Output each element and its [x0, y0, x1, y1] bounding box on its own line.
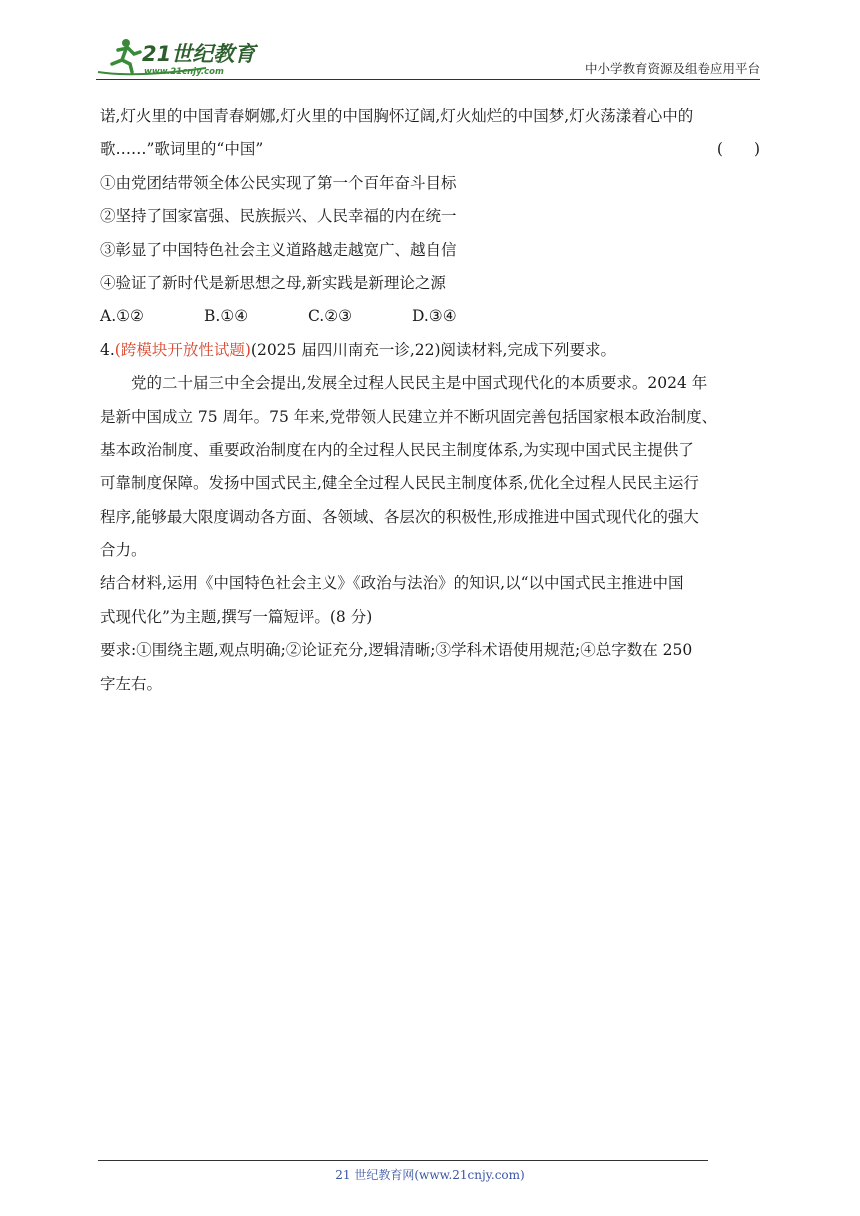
material-line: 可靠制度保障。发扬中国式民主,健全全过程人民民主制度体系,优化全过程人民民主运行 — [100, 474, 699, 493]
option-b: B.①④ — [204, 307, 249, 326]
task-line: 结合材料,运用《中国特色社会主义》《政治与法治》的知识,以“以中国式民主推进中国 — [100, 574, 684, 593]
q3-stem-line: 诺,灯火里的中国青春婀娜,灯火里的中国胸怀辽阔,灯火灿烂的中国梦,灯火荡漾着心中的 — [100, 107, 694, 125]
q3-stem-text: 歌……”歌词里的“中国” — [100, 140, 264, 159]
material-line: 程序,能够最大限度调动各方面、各领域、各层次的积极性,形成推进中国式现代化的强大 — [100, 507, 699, 526]
requirement-line: 要求:①围绕主题,观点明确;②论证充分,逻辑清晰;③学科术语使用规范;④总字数在 250 — [100, 641, 693, 660]
q4-prompt: (2025 届四川南充一诊,22)阅读材料,完成下列要求。 — [250, 340, 616, 359]
material-line: 基本政治制度、重要政治制度在内的全过程人民民主制度体系,为实现中国式民主提供了 — [100, 440, 694, 459]
q3-options — [100, 300, 762, 333]
q3-statement: ③彰显了中国特色社会主义道路越走越宽广、越自信 — [100, 240, 457, 259]
q3-stem-line — [100, 133, 762, 166]
answer-paren: ( ) — [716, 140, 760, 159]
logo-title: 21世纪教育 — [142, 42, 256, 66]
q3-statement: ②坚持了国家富强、民族振兴、人民幸福的内在统一 — [100, 207, 457, 226]
task-line: 式现代化”为主题,撰写一篇短评。(8 分) — [100, 607, 373, 626]
material-line: 合力。 — [100, 541, 147, 560]
page-footer: 21 世纪教育网(www.21cnjy.com) — [335, 1168, 525, 1182]
q3-statement: ④验证了新时代是新思想之母,新实践是新理论之源 — [100, 273, 446, 292]
site-logo — [96, 34, 276, 78]
logo-url: www.21cnjy.com — [144, 67, 224, 77]
page-header — [96, 34, 760, 80]
option-a: A.①② — [100, 307, 144, 326]
q4-number: 4. — [100, 340, 115, 359]
platform-name: 中小学教育资源及组卷应用平台 — [584, 61, 760, 76]
header-divider — [96, 79, 760, 80]
material-line: 党的二十届三中全会提出,发展全过程人民民主是中国式现代化的本质要求。2024 年 — [131, 374, 708, 393]
footer-divider — [98, 1160, 708, 1161]
requirement-line: 字左右。 — [100, 674, 163, 693]
option-d: D.③④ — [412, 307, 457, 326]
material-line: 是新中国成立 75 周年。75 年来,党带领人民建立并不断巩固完善包括国家根本政治制度、 — [100, 407, 718, 426]
q3-statement: ①由党团结带领全体公民实现了第一个百年奋斗目标 — [100, 173, 457, 192]
option-c: C.②③ — [308, 307, 353, 326]
q4-header — [100, 334, 762, 367]
q4-tag: (跨模块开放性试题) — [114, 340, 251, 359]
document-body — [100, 100, 762, 701]
